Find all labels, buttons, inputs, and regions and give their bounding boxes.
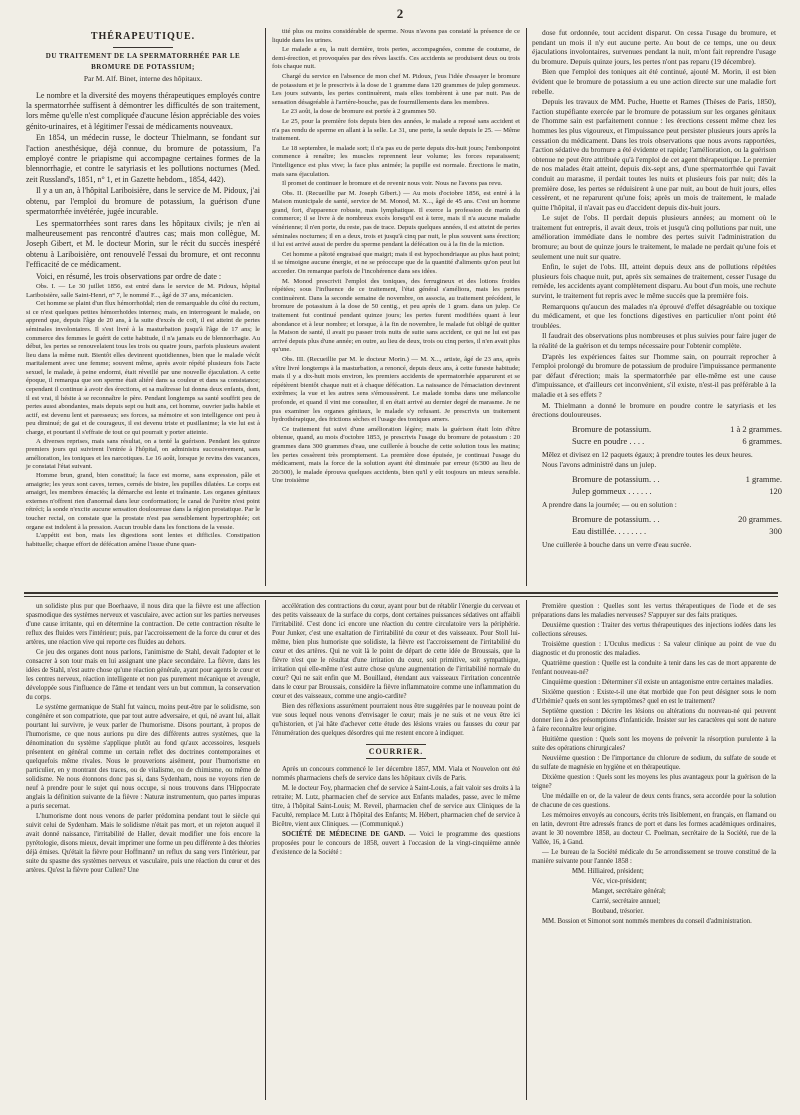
paragraph: Bien des réflexions assurément pourraient nous être suggérées par le nouveau point de vue sous lequel nous venons d'envisager le cœur; mais je ne suis et ne veux être ici qu'historien, et j'ai hâte d'achever cette étude des lésions vraies ou fausses du cœur par l'énumération des quelques désordres qui me restent encore à indiquer. (272, 703, 520, 737)
paragraph: Obs. I. — Le 30 juillet 1856, est entré dans le service de M. Pidoux, hôpital Lariboisière, salle Saint-Henri, n° 7, le nommé F..., âgé de 37 ans, mécanicien. (26, 282, 260, 299)
question: Cinquième question : Déterminer s'il existe un antagonisme entre certaines maladies. (542, 679, 773, 686)
paragraph (272, 830, 520, 857)
question: Dixième question : Quels sont les moyens les plus avantageux pour la guérison de la teigne? (532, 774, 776, 790)
question: Septième question : Décrire les lésions ou altérations du nouveau-né qui peuvent donner lieu à des présomptions d'infanticide. Insister sur les caractères qui sont de nature à faire reconnaître leur origine. (532, 708, 776, 733)
societe-text: — Voici le programme des questions proposées pour le concours de 1858, ouvert à l'occasion de la vingt-cinquième année d'existence de la Société : (272, 831, 520, 856)
paragraph: Chargé du service en l'absence de mon chef M. Pidoux, j'eus l'idée d'essayer le bromure de potassium et je le prescrivis à la dose de 1 gramme dans 120 grammes de julep gommeux. Les jours suivants, les pertes continuèrent, mais elles tombèrent à une par nuit. Pas de sensation désagréable à l'arrière-bouche, pas de fourmillements dans les membres. (272, 72, 520, 106)
paragraph: dose fut ordonnée, tout accident disparut. On cessa l'usage du bromure, et pendant un mois il n'y eut aucune perte. Au bout de ce temps, une ou deux éjaculations involontaires, survenues pendant la nuit, m'ont fait reprendre l'usage du bromure. Depuis quinze jours, les pertes n'ont pas reparu (19 décembre). (532, 28, 776, 66)
paragraph: tité plus ou moins considérable de sperme. Nous n'avons pas constaté la présence de ce liquide dans les urines. (272, 28, 520, 44)
paragraph: L'humorisme dont nous venons de parler prédomina pendant tout le siècle qui suivit celui de Sydenham. Mais le solidisme n'était pas mort, et un rejeton auquel il avait donné naissance, l'irritabilité de Haller, devait modifier une fois encore la pyrétologie, disons mieux, devait imprimer une forme un peu différente à des théories déjà émises. Qu'était la fièvre pour Hoffmann? un reflux du sang vers l'intérieur, par suite du spasme des systèmes nerveux et vasculaire, puis une réaction du cœur et des artères. Qu'est la fièvre pour Cullen? Une (26, 813, 260, 874)
formula-line: Bromure de potassium. 1 à 2 grammes. (572, 423, 782, 434)
column-rule (265, 600, 266, 1100)
concours-heading: COURRIER. (368, 747, 424, 756)
paragraph: Cet homme se plaint d'un flux hémorrhoïdal; rien de remarquable du côté du rectum, si ce n'est quelques petites hémorrhoïdes internes; mais, en interrogeant le malade, on apprend que, depuis l'âge de 20 ans, à la suite d'excès de coït, il est atteint de pertes séminales involontaires. Il s'est livré à la masturbation jusqu'à l'âge de 17 ans; le commerce des femmes le guérit de cette habitude, il n'a jamais eu de blennorrhagie. Au début, les pertes se renouvelaient tous les trois ou quatre jours, parfois plusieurs avaient lieu dans la même nuit. Bientôt elles devinrent quotidiennes, bien que le malade vécût maritalement avec une femme; souvent même, après avoir répété plusieurs fois l'acte sexuel, le malade, à peine endormi, était réveillé par une nouvelle éjaculation. A cette époque, il remarqua que son sperme était altéré dans sa couleur et dans sa consistance; cependant il continue à avoir des érections, et sa maîtresse lui donna deux enfants, dont, il est vrai, il hésite à se reconnaître le père. Pendant longtemps sa santé souffrit peu de pertes aussi abondantes, mais depuis sept ou huit ans, cet homme, ouvrier jadis habile et actif, est devenu lent et paresseux; ses forces, sa mémoire et son intelligence ont peu à peu diminué; de gai et de courageux, il est devenu triste et pusillanime; la vie lui est à charge, et pourtant il s'effraie de tout ce qui pourrait y porter atteinte. (26, 300, 260, 437)
prescription-formula (572, 473, 782, 497)
paragraph: Enfin, le sujet de l'obs. III, atteint depuis deux ans de pollutions répétées plusieurs fois chaque nuit, put, après six semaines de traitement, cesser l'usage du remède, les accidents ayant complètement disparu. Au bout d'un mois, une rechute survint, le traitement fut repris avec le même succès que la première fois. (532, 262, 776, 301)
formula-line: Bromure de potassium. . . 1 gramme. (572, 473, 782, 484)
paragraph: En 1854, un médecin russe, le docteur Thielmann, se fondant sur l'action anesthésique, déjà connue, du bromure de potassium, l'a employé contre le priapisme qui accompagne certaines formes de la blennorrhagie, et contre le satyriasis et les pollutions nocturnes (Med. zeit Russland's, 1851, n° 1, et in Gazette hebdom., 1854, 442). (26, 133, 260, 184)
bureau-member: Carrié, secrétaire annuel; (592, 898, 661, 905)
column-rule (526, 600, 527, 1100)
paragraph: Bien que l'emploi des toniques ait été continué, ajouté M. Morin, il est bien évident que le bromure de potassium a eu une action directe sur une maladie fort rebelle. (532, 67, 776, 96)
bureau-member: Boubaud, trésorier. (592, 908, 644, 915)
article-column-1 (26, 28, 260, 588)
paragraph: Il y a un an, à l'hôpital Lariboisière, dans le service de M. Pidoux, j'ai obtenu, par l'emploi du bromure de potassium, la guérison d'une spermatorrhée invétérée, jugée incurable. (26, 186, 260, 217)
column-text (26, 91, 260, 550)
paragraph: Mêlez et divisez en 12 paquets égaux; à prendre toutes les deux heures. (542, 449, 753, 459)
prescription-formula (572, 513, 782, 537)
paragraph: Homme brun, grand, bien constitué; la face est morne, sans expression, pâle et amaigrie; les yeux sont caves, ternes, cernés de bistre, les pupilles dilatées. Le corps est amaigri, les membres émaciés; la démarche est lente et traînante. Les organes génitaux externes n'offrent rien d'anormal dans leur conformation; le canal de l'urètre n'est point rétréci; la sonde n'excite aucune sensation douloureuse dans la région prostatique. Par le toucher rectal, on constate que la prostate n'est pas sensiblement hypertrophiée; cet organe est indolent à la pression. Aucun trouble dans les fonctions de la vessie. (26, 472, 260, 531)
paragraph: Une médaille en or, de la valeur de deux cents francs, sera accordée pour la solution de chacune de ces questions. (532, 793, 776, 809)
paragraph: A prendre dans la journée; — ou en solution : (542, 499, 677, 509)
paragraph: Après un concours commencé le 1er décembre 1857, MM. Viala et Nouvelon ont été nommés pharmaciens chefs de service dans les hôpitaux civils de Paris. (272, 766, 520, 782)
paragraph: Voici, en résumé, les trois observations par ordre de date : (36, 271, 222, 281)
paragraph: L'appétit est bon, mais les digestions sont lentes et difficiles. Constipation habituelle; chaque effort de défécation amène l'issue d'une quan- (26, 532, 260, 548)
formula-line: Eau distillée. . . . . . . . 300 (572, 525, 782, 536)
paragraph: M. Thielmann a donné le bromure en poudre contre le satyriasis et les érections douloureuses. (532, 400, 776, 420)
paragraph: Le nombre et la diversité des moyens thérapeutiques employés contre la spermatorrhée suffisent à démontrer les difficultés de son traitement, lors même qu'elle n'est compliquée d'aucune lésion appréciable des voies génito-urinaires, et à légitimer l'essai de médicaments nouveaux. (26, 90, 260, 131)
paragraph: Le 25, pour la première fois depuis bien des années, le malade a reposé sans accident et n'a pas rendu de sperme en allant à la selle. Le 31, une perte, la seule depuis le 25. — Même traitement. (272, 117, 520, 143)
bureau-member: MM. Hilliaired, président; (572, 868, 644, 875)
paragraph: Obs. II. (Recueillie par M. Joseph Gibert.) — Au mois d'octobre 1856, est entré à la Maison municipale de santé, service de M. Monod, M. X..., âgé de 45 ans. C'est un homme grand, fort, d'apparence robuste, mais lymphatique. Il exerce la profession de marin du commerce; il se livre à de nombreux excès lorsqu'il est à terre, mais il n'a aucune maladie vénérienne; il n'en porte, du reste, pas de trace. Depuis quelques années, il est atteint de pertes séminales nocturnes; il en a deux, trois et jusqu'à cinq par nuit, le plus souvent sans érection; il lui est arrivé aussi de perdre du sperme pendant la défécation ou à la fin de la miction. (272, 189, 520, 249)
paragraph: Les mémoires envoyés au concours, écrits très lisiblement, en français, en flamand ou en latin, devront être adressés francs de port et dans les formes académiques ordinaires, avant le 30 novembre 1858, au docteur C. Poelman, secrétaire de la Société, rue de la Vallée, 16, à Gand. (532, 812, 776, 846)
question: Neuvième question : De l'importance du chlorure de sodium, du sulfate de soude et du sulfate de magnésie en hygiène et en thérapeutique. (532, 755, 776, 771)
paragraph: Obs. III. (Recueillie par M. le docteur Morin.) — M. X..., artiste, âgé de 23 ans, après s'être livré longtemps à la masturbation, a renoncé, depuis deux ans, à cette funeste habitude; mais il y a dix-huit mois environ, les premiers accidents de spermatorrhée apparurent et se répétèrent bientôt chaque nuit et à chaque défécation. La naissance de l'émaciation devinrent extrêmes; la vue et les autres sens s'émoussèrent. Le malade tomba dans une mélancolie profonde, et quand il vint me consulter, il en était arrivé au dernier degré de marasme. Je ne pus examiner les organes génitaux, le malade s'y refusant. Je prescrivis un traitement hydrothérapique, des frictions sèches et l'usage des toniques amers. (272, 355, 520, 424)
concours-rule (366, 744, 426, 745)
feuilleton-column-2 (272, 602, 520, 1102)
question: Sixième question : Existe-t-il une état morbide que l'on peut désigner sous le nom d'Urhémie? quels en sont les symptômes? quel en est le traitement? (532, 689, 776, 705)
paragraph: Ce jeu des organes dont nous parlons, l'animisme de Stahl, devait l'adopter et le consacrer à son tour mais en lui assignant une place secondaire. La fièvre, dans les idées de Stahl, n'est autre chose qu'une réaction générale, ayant pour agents le cœur et les centres nerveux, réaction intelligente et non pas purement mécanique et aveugle, développée sous l'influence de l'âme et tendant vers un but commun, la conservation du corps. (26, 649, 260, 701)
column-rule (265, 28, 266, 586)
paragraph: D'après les expériences faites sur l'homme sain, on pourrait reprocher à l'emploi prolongé du bromure de potassium de produire l'impuissance permanente par défaut d'érection; mais la spermatorrhée par elle-même est une cause d'impuissance, et d'ailleurs cet inconvénient, s'il existe, n'est-il pas préférable à la maladie et à ses effets ? (532, 351, 776, 399)
observation-text (26, 283, 260, 549)
question: Troisième question : L'Oculus medicus : Sa valeur clinique au point de vue du diagnostic et du pronostic des maladies. (532, 641, 776, 657)
question: Huitième question : Quels sont les moyens de prévenir la résorption purulente à la suite des opérations chirurgicales? (532, 736, 776, 752)
paragraph: Il faudrait des observations plus nombreuses et plus suivies pour faire juger de la réalité de la guérison et du temps nécessaire pour l'obtenir complète. (532, 331, 776, 350)
paragraph: Le système germanique de Stahl fut vaincu, moins peut-être par le solidisme, son congénère et son compatriote, que par tout autre adversaire, et qui, né avant lui, allait pourtant lui survivre, je veux parler de l'humorisme. Disons pourtant, à propos de l'humorisme, ce que nous aurions pu dire des différents autres systèmes, que la dénomination du système s'applique plutôt au fond qu'aux accessoires, lesquels présentent en général comme un certain reflet des doctrines contemporaines et quelquefois même rivales. Nous le prouverions aisément, pour l'humorisme en particulier, en y montrant des traces, ou de vitalisme, ou de chimisme, ou même de solidisme. Ne nous étonnons donc pas si, dans Sydenham, nous ne voyons rien de neuf à prendre pour le sujet qui nous occupe, si nous trouvons dans l'Hippocrate anglais la définition suivante de la fièvre : Naturæ instrumentum, quo partes impuras a puris secernat. (26, 704, 260, 810)
paragraph: — Le bureau de la Société médicale du 5e arrondissement se trouve constitué de la manière suivante pour l'année 1858 : (532, 849, 776, 865)
section-divider (24, 592, 778, 594)
page-number: 2 (396, 6, 404, 21)
heading-rule (113, 47, 173, 48)
article-column-3 (532, 28, 782, 588)
section-divider (24, 596, 778, 597)
paragraph: Il promet de continuer le bromure et de revenir nous voir. Nous ne l'avons pas revu. (282, 180, 503, 188)
paragraph: Nous l'avons administré dans un julep. (542, 460, 657, 470)
paragraph: Une cuillerée à bouche dans un verre d'eau sucrée. (542, 539, 692, 549)
question: Quatrième question : Quelle est la conduite à tenir dans les cas de mort apparente de l'enfant nouveau-né? (532, 660, 776, 676)
paragraph: un solidiste plus pur que Boerhaave, il nous dira que la fièvre est une affection spasmodique des systèmes nerveux et vasculaire, avec action sur les parties nerveuses d'une cause irritante, qui en détermine la contraction. De cette contraction résulte le reflux des fluides vers l'intérieur; puis, par l'accroissement de la force du cœur et des artères, une réaction vive qui reporte ces fluides au dehors. (26, 603, 260, 646)
bureau-member: Véc, vice-président; (592, 878, 647, 885)
formula-line: Sucre en poudre . . . . 6 grammes. (572, 435, 782, 446)
paragraph: Les spermatorrhées sont rares dans les hôpitaux civils; je n'en ai malheureusement pas rencontré d'autres cas; mais mon collègue, M. Joseph Gibert, et M. le docteur Morin, sur le récit du succès inespéré obtenu à Lariboisière, ont renouvelé l'essai du bromure, et ont reconnu l'efficacité de ce médicament. (26, 218, 260, 270)
article-byline: Par M. Alf. Binet, interne des hôpitaux. (83, 74, 203, 84)
paragraph: MM. Bossion et Simonot sont nommés membres du conseil d'administration. (542, 918, 752, 925)
paragraph: Le 18 septembre, le malade sort; il n'a pas eu de perte depuis dix-huit jours; l'embonpoint commence à renaître; les muscles reprennent leur volume; les forces reparaissent; l'intelligence est plus vive; la face plus animée; la pupille est normale. Érections le matin, mais sans éjaculation. (272, 144, 520, 178)
question: Première question : Quelles sont les vertus thérapeutiques de l'iode et de ses préparations dans les maladies nerveuses? S'appuyer sur des faits pratiques. (532, 603, 776, 619)
feuilleton-column-1 (26, 602, 260, 1102)
societe-label: SOCIÉTÉ DE MÉDECINE DE GAND. (282, 831, 406, 838)
paragraph: Depuis les travaux de MM. Puche, Huette et Rames (Thèses de Paris, 1850), l'action stupéfiante exercée par le bromure de potassium sur les organes génitaux de l'homme sain est parfaitement connue : les érections cessent même chez les hommes les plus vigoureux, et l'impuissance peut persister plusieurs jours après la cessation du médicament. Dans les trois observations que nous avons rapportées, l'action sédative du bromure a été évidente et rapide; l'amélioration, ou la guérison obtenue ne peut être attribuée qu'à l'emploi de cet agent thérapeutique. Le premier de nos malades était atteint, depuis dix-sept ans, d'une spermatorrhée qui l'avait conduit au marasme, il perdait toutes les nuits et plusieurs fois par nuit; dès la première dose, les pertes se réduisirent à une par nuit, au bout de huit jours, elles cessèrent, et ne reparurent qu'une fois; après un mois de traitement, le malade quitte l'hôpital, il n'avait pas eu d'accident depuis dix-huit jours. (532, 97, 776, 212)
section-heading: THÉRAPEUTIQUE. (90, 31, 196, 42)
article-title: DU TRAITEMENT DE LA SPERMATORRHÉE PAR LE BROMURE DE POTASSIUM; (45, 52, 241, 71)
paragraph: M. le docteur Foy, pharmacien chef de service à Saint-Louis, a fait valoir ses droits à la retraite; M. Lutz, pharmacien chef de service aux Enfants malades, passe, avec le même titre, à l'hôpital Saint-Louis; M. Reveil, pharmacien chef de service aux Cliniques de la Faculté, remplace M. Lutz à l'hôpital des Enfants; M. Hébert, pharmacien chef de service à Bicêtre, vient aux Cliniques. — (Communiqué.) (272, 785, 520, 828)
paragraph: Remarquons qu'aucun des malades n'a éprouvé d'effet désagréable ou toxique du médicament, et que les fonctions digestives en particulier n'ont point été troublées. (532, 301, 776, 330)
paragraph: A diverses reprises, mais sans résultat, on a tenté la guérison. Pendant les quinze premiers jours qui suivirent l'entrée à l'hôpital, on administra successivement, sans amélioration, les toniques et les narcotiques. Le 16 août, lorsque je revins des vacances, je constatai l'état suivant. (26, 437, 260, 471)
paragraph: Ce traitement fut suivi d'une amélioration légère; mais la guérison était loin d'être obtenue, quand, au mois d'octobre 1853, je prescrivis l'usage du bromure de potassium : 20 grammes dans 300 grammes d'eau, une cuillerée à bouche de cette solution tous les matins; les pertes cessèrent très promptement. La première dose épuisée, je continuai l'usage du médicament, mais la force de la solution ayant été diminuée par erreur (6/300 au lieu de 20/300), le malade éprouva quelques accidents, bien qu'il y eût toujours un mieux sensible. Une troisième (272, 425, 520, 485)
paragraph: Le malade a eu, la nuit dernière, trois pertes, accompagnées, comme de coutume, de demi-érection, et provoquées par des rêves lascifs. Ces accidents se produisent deux ou trois fois chaque nuit. (272, 46, 520, 71)
paragraph: Cet homme a pâtoté engraissé que maigri; mais il est hypochondriaque au plus haut point; il se témoigne aucune énergie, et ne se préoccupe que de la quantité d'aliments qu'on peut lui accorder. On remarque parfois de l'incohérence dans ses idées. (272, 250, 520, 276)
prescription-formula (572, 423, 782, 447)
concours-rule (366, 758, 426, 759)
question: Deuxième question : Traiter des vertus thérapeutiques des injections iodées dans les collections séreuses. (532, 622, 776, 638)
formula-line: Julep gommeux . . . . . . 120 (572, 485, 782, 496)
column-rule (526, 28, 527, 586)
formula-line: Bromure de potassium. . . 20 grammes. (572, 513, 782, 524)
paragraph: Le sujet de l'obs. II perdait depuis plusieurs années; au moment où le traitement fut entrepris, il avait deux, trois et jusqu'à cinq pollutions par nuit, une amélioration immédiate dans le nombre des pertes suivit l'administration du bromure; au bout de quinze jours le traitement, le malade ne perdait qu'une fois et seulement une nuit sur quatre. (532, 213, 776, 261)
feuilleton-column-3 (532, 602, 776, 1102)
paragraph: M. Monod prescrivit l'emploi des toniques, des ferrugineux et des lotions froides répétées; sous l'influence de ce traitement, l'état général s'améliora, mais les pertes continuèrent. Dans la seconde semaine de novembre, on associa, au traitement précédent, le bromure de potassium à la dose de 50 centig., et peu après de 1 gram. dans un julep. Ce traitement fut continué pendant quinze jours; les pertes furent modifiées quant à leur abondance et à leur nombre; et lorsque, à la fin de novembre, le malade fut obligé de quitter la Maison de santé, il avait pu passer trois nuits de suite sans accident, ce qui ne lui est pas arrivé depuis plus d'une année; en outre, au lieu de deux, trois ou cinq pertes, il n'en avait plus qu'une. (272, 277, 520, 354)
paragraph: Le 23 août, la dose de bromure est portée à 2 grammes 50. (282, 108, 437, 116)
paragraph: accélération des contractions du cœur, ayant pour but de rétablir l'énergie du cerveau et des petits vaisseaux de la surface du corps, dont certaines puissances sédatives ont affaibli l'irritabilité. C'est donc ici encore une réaction du centre circulatoire vers la périphérie. Pour Junker, c'est une exaltation de l'irritabilité du cœur et des vaisseaux. Pour Stoll lui-même, bien plus humoriste que solidiste, la fièvre est l'accroissement de l'irritabilité du cœur et des artères. Qui ne voit là le point de départ de cette idée de Broussais, que la fièvre n'est que le résultat d'une irritation du cœur, soit primitive, soit sympathique, irritation qui elle-même n'est autre chose qu'une augmentation de l'irritabilité normale du cœur? Qui ne sait enfin que M. Bouillaud, étendant aux vaisseaux l'irritation concentrée dans le cœur par Broussais, considère la fièvre inflammatoire comme une inflammation du cœur et des vaisseaux, comme une angio-cardite? (272, 603, 520, 700)
bureau-member: Manget, secrétaire général; (592, 888, 666, 895)
article-column-2 (272, 28, 520, 588)
